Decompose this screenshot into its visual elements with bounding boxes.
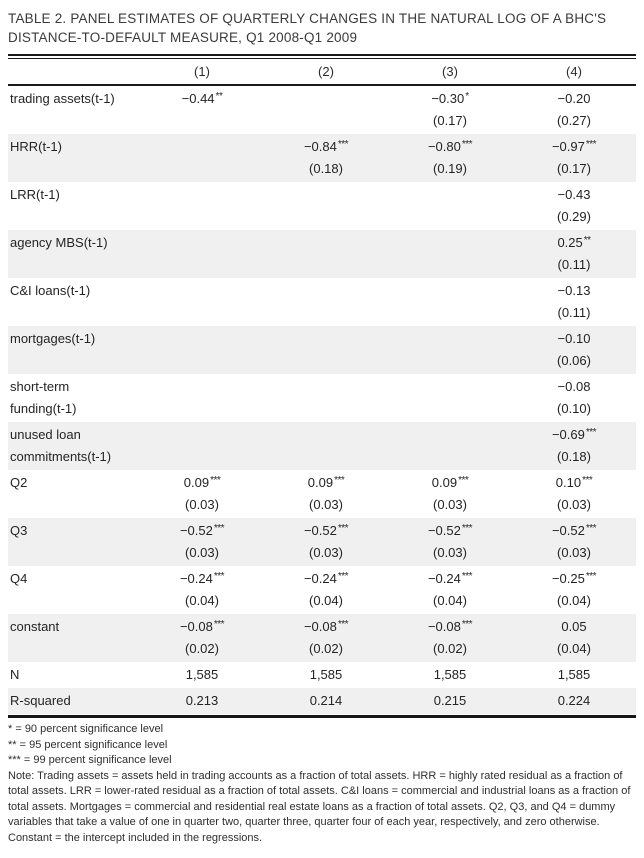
stderr-cell: (0.18) <box>309 161 343 176</box>
stderr-cell <box>140 110 264 132</box>
significance-stars: *** <box>585 522 597 534</box>
coefficient-cell <box>512 424 636 448</box>
significance-stars: * <box>465 90 469 102</box>
coefficient-cell <box>140 520 264 544</box>
significance-stars: *** <box>337 570 349 582</box>
stderr-cell: (0.11) <box>557 257 591 272</box>
coefficient-cell <box>264 568 388 592</box>
coefficient-cell <box>140 690 264 712</box>
row-label-wrap <box>8 638 140 660</box>
coefficient-cell <box>512 184 636 206</box>
coefficient-cell <box>140 232 264 256</box>
stderr-cell <box>388 398 512 420</box>
coefficient-cell <box>264 616 388 640</box>
significance-stars: *** <box>585 570 597 582</box>
column-header-3: (3) <box>442 64 458 79</box>
stderr-row <box>8 446 636 468</box>
coefficient-value: −0.24 <box>179 571 213 586</box>
row-label: mortgages(t-1) <box>10 331 96 346</box>
row-label-wrap: funding(t-1) <box>10 401 77 416</box>
stderr-cell <box>264 350 388 372</box>
row-label-wrap <box>8 254 140 276</box>
stderr-cell <box>140 446 264 468</box>
coefficient-value: 0.213 <box>185 693 219 708</box>
stderr-cell: (0.27) <box>557 113 591 128</box>
coefficient-cell <box>388 184 512 206</box>
coefficient-value: −0.08 <box>557 379 591 394</box>
stderr-row <box>8 590 636 612</box>
stderr-cell <box>140 398 264 420</box>
table-row-group <box>8 688 636 714</box>
stderr-cell: (0.04) <box>433 593 467 608</box>
stderr-cell <box>388 254 512 276</box>
coefficient-row <box>8 376 636 398</box>
coefficient-cell <box>512 472 636 496</box>
row-label: agency MBS(t-1) <box>10 235 108 250</box>
coefficient-cell <box>512 280 636 302</box>
coefficient-cell <box>388 376 512 398</box>
coefficient-row <box>8 472 636 494</box>
row-label: LRR(t-1) <box>10 187 60 202</box>
stderr-cell <box>264 302 388 324</box>
coefficient-value: −0.25 <box>551 571 585 586</box>
coefficient-value: 0.05 <box>561 619 587 634</box>
row-label-wrap <box>8 590 140 612</box>
stderr-row <box>8 398 636 420</box>
coefficient-cell <box>388 568 512 592</box>
coefficient-row <box>8 664 636 686</box>
table-row-group <box>8 134 636 182</box>
stderr-row <box>8 302 636 324</box>
table-row-group <box>8 614 636 662</box>
coefficient-value: 0.224 <box>557 693 591 708</box>
header-label-spacer <box>8 64 140 80</box>
stderr-cell <box>264 110 388 132</box>
coefficient-value: 0.215 <box>433 693 467 708</box>
coefficient-cell <box>388 690 512 712</box>
coefficient-value: 1,585 <box>433 667 467 682</box>
coefficient-value: 0.09 <box>183 475 210 490</box>
row-label: trading assets(t-1) <box>10 91 115 106</box>
coefficient-cell <box>388 328 512 350</box>
coefficient-cell <box>512 328 636 350</box>
row-label: Q4 <box>10 571 28 586</box>
coefficient-cell <box>264 376 388 398</box>
row-label-wrap <box>8 542 140 564</box>
coefficient-value: −0.30 <box>431 91 465 106</box>
coefficient-row <box>8 690 636 712</box>
stderr-cell: (0.03) <box>185 545 219 560</box>
row-label: Q3 <box>10 523 28 538</box>
coefficient-value: −0.44 <box>181 91 215 106</box>
stderr-cell: (0.02) <box>185 641 219 656</box>
significance-stars: *** <box>337 618 349 630</box>
coefficient-value: 0.10 <box>555 475 582 490</box>
stderr-cell <box>140 302 264 324</box>
coefficient-row <box>8 88 636 110</box>
stderr-cell: (0.03) <box>185 497 219 512</box>
table-row-group <box>8 230 636 278</box>
coefficient-cell <box>140 472 264 496</box>
coefficient-cell <box>512 88 636 112</box>
row-label: R-squared <box>10 693 71 708</box>
stderr-cell: (0.29) <box>557 209 591 224</box>
table-body <box>8 86 636 714</box>
row-label-wrap: commitments(t-1) <box>10 449 112 464</box>
row-label: constant <box>10 619 60 634</box>
coefficient-value: −0.69 <box>551 427 585 442</box>
table-row-group <box>8 326 636 374</box>
stderr-cell: (0.03) <box>557 497 591 512</box>
coefficient-cell <box>512 232 636 256</box>
coefficient-value: −0.80 <box>427 139 461 154</box>
significance-stars: *** <box>458 474 469 486</box>
stderr-cell <box>264 254 388 276</box>
coefficient-cell <box>512 520 636 544</box>
coefficient-cell <box>388 88 512 112</box>
stderr-cell <box>140 254 264 276</box>
significance-stars: *** <box>585 138 597 150</box>
coefficient-cell <box>140 88 264 112</box>
stderr-cell: (0.03) <box>309 545 343 560</box>
coefficient-cell <box>388 616 512 640</box>
significance-stars: *** <box>461 522 473 534</box>
coefficient-value: −0.20 <box>557 91 591 106</box>
footnote-sig-90: * = 90 percent significance level <box>8 723 164 735</box>
stderr-cell <box>140 206 264 228</box>
stderr-cell: (0.03) <box>557 545 591 560</box>
coefficient-value: 0.09 <box>431 475 458 490</box>
row-label: unused loan <box>10 427 81 442</box>
stderr-cell: (0.17) <box>557 161 591 176</box>
coefficient-cell <box>140 184 264 206</box>
coefficient-cell <box>264 280 388 302</box>
coefficient-value: 0.09 <box>307 475 334 490</box>
coefficient-cell <box>264 472 388 496</box>
coefficient-cell <box>388 664 512 686</box>
significance-stars: *** <box>213 570 225 582</box>
coefficient-cell <box>140 280 264 302</box>
coefficient-value: 0.214 <box>309 693 343 708</box>
stderr-row <box>8 542 636 564</box>
stderr-cell <box>388 302 512 324</box>
stderr-cell <box>140 350 264 372</box>
coefficient-value: −0.52 <box>427 523 461 538</box>
row-label: N <box>10 667 20 682</box>
coefficient-cell <box>264 184 388 206</box>
coefficient-cell <box>388 472 512 496</box>
stderr-cell: (0.19) <box>433 161 467 176</box>
footnote-sig-95: ** = 95 percent significance level <box>8 738 168 751</box>
table-row-group <box>8 518 636 566</box>
stderr-row <box>8 494 636 516</box>
stderr-cell: (0.04) <box>309 593 343 608</box>
coefficient-cell <box>388 136 512 160</box>
coefficient-value: 0.25 <box>557 235 583 250</box>
significance-stars: ** <box>215 90 223 102</box>
coefficient-row <box>8 280 636 302</box>
stderr-cell <box>264 206 388 228</box>
coefficient-cell <box>388 280 512 302</box>
coefficient-value: −0.97 <box>551 139 585 154</box>
stderr-cell: (0.10) <box>557 401 591 416</box>
coefficient-value: −0.08 <box>179 619 213 634</box>
stderr-cell: (0.04) <box>185 593 219 608</box>
table-row-group <box>8 374 636 422</box>
coefficient-row <box>8 136 636 158</box>
coefficient-cell <box>140 136 264 160</box>
coefficient-cell <box>140 376 264 398</box>
stderr-row <box>8 206 636 228</box>
coefficient-value: −0.13 <box>557 283 591 298</box>
coefficient-cell <box>512 664 636 686</box>
table-row-group <box>8 470 636 518</box>
stderr-row <box>8 254 636 276</box>
row-label: short-term <box>10 379 70 394</box>
bottom-rule <box>8 715 636 718</box>
significance-stars: *** <box>337 522 349 534</box>
table-row-group <box>8 662 636 688</box>
significance-stars: *** <box>582 474 593 486</box>
stderr-cell: (0.03) <box>433 545 467 560</box>
coefficient-value: 1,585 <box>557 667 591 682</box>
coefficient-value: 1,585 <box>309 667 343 682</box>
coefficient-cell <box>140 328 264 350</box>
stderr-cell: (0.02) <box>309 641 343 656</box>
coefficient-cell <box>140 664 264 686</box>
coefficient-cell <box>512 136 636 160</box>
stderr-cell <box>264 446 388 468</box>
coefficient-cell <box>264 520 388 544</box>
table-row-group <box>8 566 636 614</box>
coefficient-value: −0.24 <box>303 571 337 586</box>
coefficient-cell <box>264 136 388 160</box>
coefficient-cell <box>140 616 264 640</box>
coefficient-cell <box>512 616 636 640</box>
row-label-wrap <box>8 158 140 180</box>
coefficient-row <box>8 616 636 638</box>
stderr-cell <box>264 398 388 420</box>
coefficient-cell <box>264 328 388 350</box>
coefficient-row <box>8 328 636 350</box>
table-row-group <box>8 422 636 470</box>
coefficient-value: 1,585 <box>185 667 219 682</box>
coefficient-row <box>8 568 636 590</box>
coefficient-cell <box>264 424 388 448</box>
coefficient-cell <box>264 88 388 112</box>
coefficient-cell <box>388 424 512 448</box>
row-label-wrap <box>8 302 140 324</box>
coefficient-cell <box>264 664 388 686</box>
coefficient-value: −0.84 <box>303 139 337 154</box>
stderr-cell: (0.11) <box>557 305 591 320</box>
row-label-wrap <box>8 110 140 132</box>
row-label-wrap <box>8 206 140 228</box>
stderr-row <box>8 158 636 180</box>
significance-stars: *** <box>213 618 225 630</box>
footnote-sig-99: *** = 99 percent significance level <box>8 754 172 766</box>
coefficient-cell <box>512 690 636 712</box>
coefficient-value: −0.08 <box>303 619 337 634</box>
stderr-cell: (0.17) <box>433 113 467 128</box>
row-label: C&I loans(t-1) <box>10 283 91 298</box>
coefficient-value: −0.52 <box>179 523 213 538</box>
table-row-group <box>8 278 636 326</box>
column-header-2: (2) <box>318 64 334 79</box>
coefficient-row <box>8 184 636 206</box>
coefficient-value: −0.52 <box>551 523 585 538</box>
coefficient-cell <box>264 690 388 712</box>
stderr-row <box>8 350 636 372</box>
row-label: HRR(t-1) <box>10 139 62 154</box>
coefficient-value: −0.24 <box>427 571 461 586</box>
stderr-cell: (0.04) <box>557 593 591 608</box>
footnotes <box>8 722 636 846</box>
table-header-row <box>8 59 636 86</box>
significance-stars: *** <box>461 138 473 150</box>
stderr-cell <box>388 206 512 228</box>
column-header-4: (4) <box>566 64 582 79</box>
stderr-cell: (0.02) <box>433 641 467 656</box>
coefficient-cell <box>512 568 636 592</box>
stderr-cell: (0.06) <box>557 353 591 368</box>
coefficient-value: −0.52 <box>303 523 337 538</box>
coefficient-cell <box>264 232 388 256</box>
stderr-row <box>8 110 636 132</box>
stderr-cell <box>388 446 512 468</box>
table-row-group <box>8 182 636 230</box>
significance-stars: *** <box>213 522 225 534</box>
stderr-cell: (0.03) <box>309 497 343 512</box>
table-note: Note: Trading assets = assets held in trading accounts as a fraction of total assets. HRR = highly rated residual as a fraction of total assets. LRR = lower-rated residual as a fraction of total assets. C&I loans = commercial and industrial loans as a fraction of total assets. Mortgages = commercial and residential real estate loans as a fraction of total assets. Q2, Q3, and Q4 = dummy variables that take a value of one in quarter two, quarter three, quarter four of each year, respectively, and zero otherwise. Constant = the intercept included in the regressions. <box>8 769 631 844</box>
table-title: TABLE 2. PANEL ESTIMATES OF QUARTERLY CHANGES IN THE NATURAL LOG OF A BHC'S DISTANCE-TO-DEFAULT MEASURE, Q1 2008-Q1 2009 <box>8 11 607 45</box>
coefficient-cell <box>388 520 512 544</box>
coefficient-row <box>8 424 636 446</box>
row-label-wrap <box>8 494 140 516</box>
stderr-cell: (0.03) <box>433 497 467 512</box>
significance-stars: *** <box>334 474 345 486</box>
coefficient-row <box>8 520 636 542</box>
significance-stars: *** <box>461 570 473 582</box>
coefficient-cell <box>140 424 264 448</box>
significance-stars: *** <box>585 426 597 438</box>
significance-stars: *** <box>461 618 473 630</box>
coefficient-cell <box>388 232 512 256</box>
coefficient-cell <box>140 568 264 592</box>
table-row-group <box>8 86 636 134</box>
coefficient-value: −0.43 <box>557 187 591 202</box>
significance-stars: ** <box>583 234 591 246</box>
stderr-cell <box>388 350 512 372</box>
row-label-wrap <box>8 350 140 372</box>
coefficient-cell <box>512 376 636 398</box>
stderr-cell <box>140 158 264 180</box>
significance-stars: *** <box>337 138 349 150</box>
coefficient-value: −0.08 <box>427 619 461 634</box>
column-header-1: (1) <box>194 64 210 79</box>
stderr-row <box>8 638 636 660</box>
stderr-cell: (0.18) <box>557 449 591 464</box>
row-label: Q2 <box>10 475 28 490</box>
stderr-cell: (0.04) <box>557 641 591 656</box>
coefficient-row <box>8 232 636 254</box>
coefficient-value: −0.10 <box>557 331 591 346</box>
significance-stars: *** <box>210 474 221 486</box>
